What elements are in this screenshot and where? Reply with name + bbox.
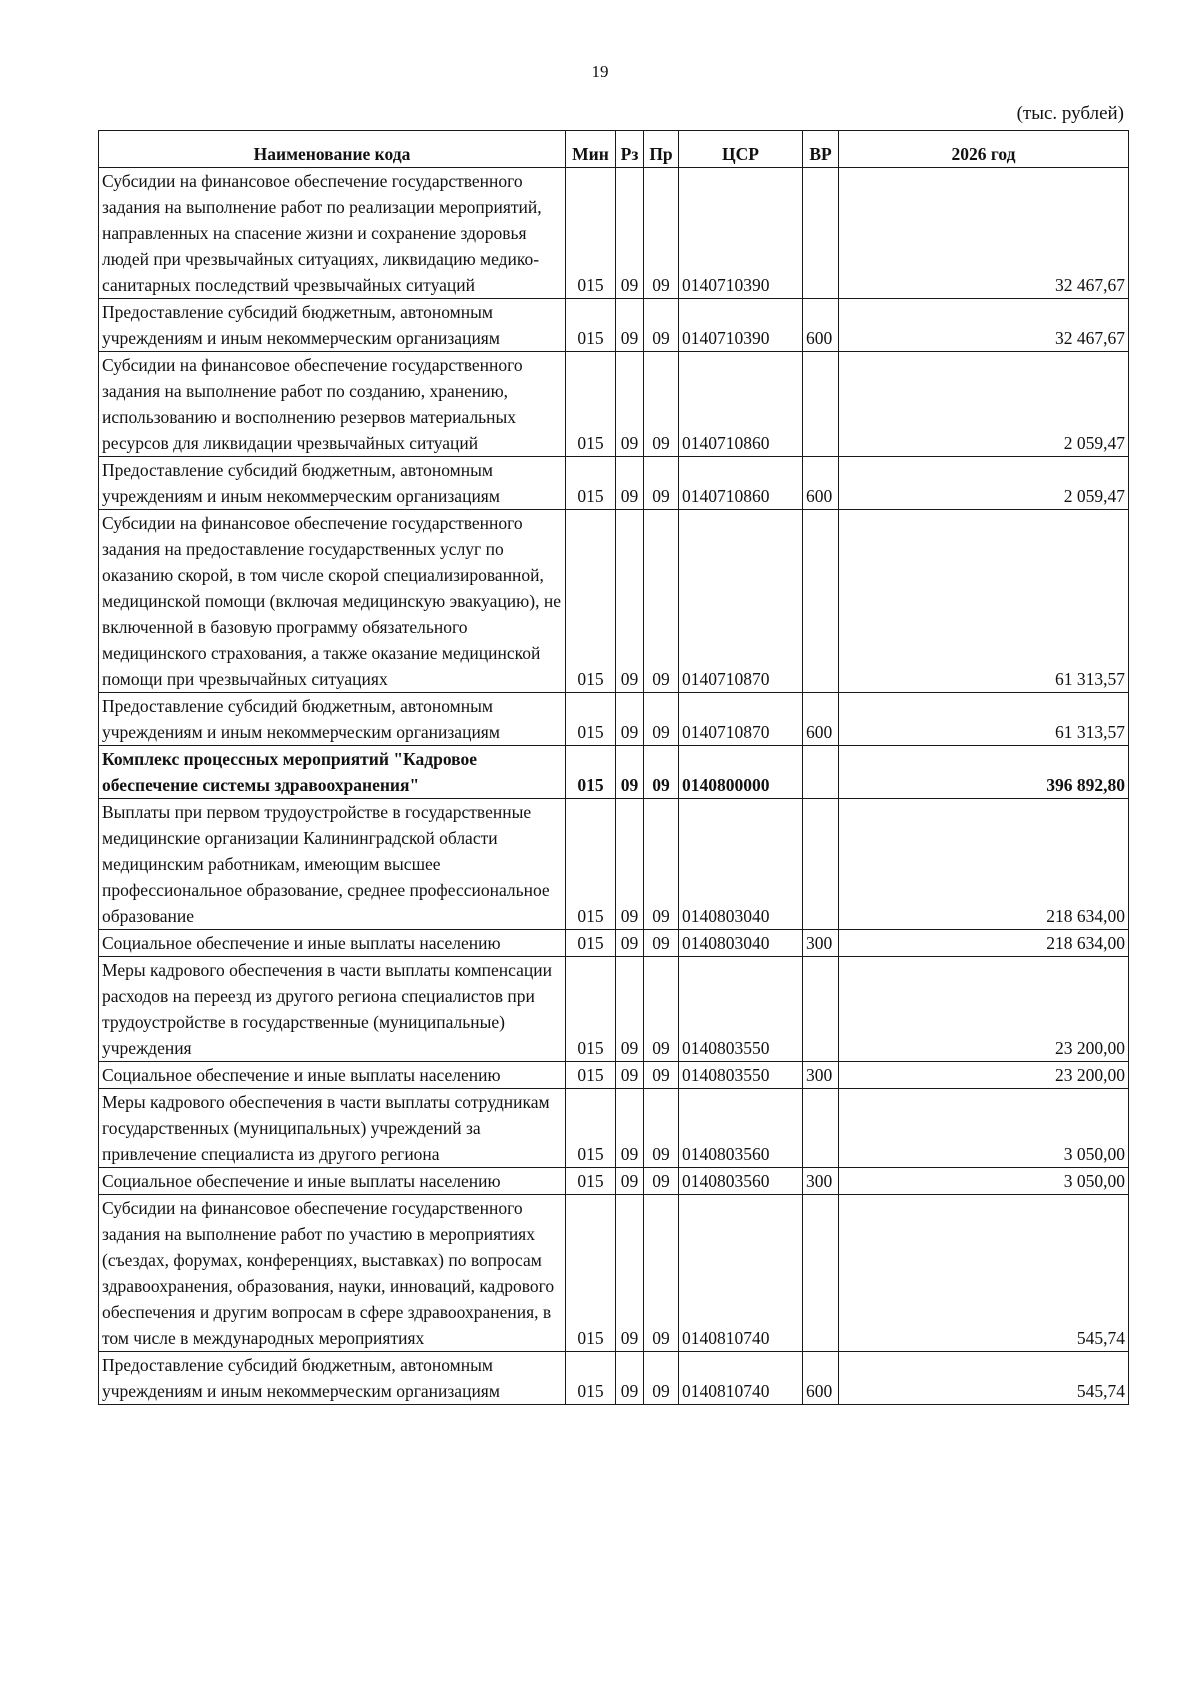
cell-csr: 0140800000 [679,746,803,799]
cell-name: Меры кадрового обеспечения в части выплаты сотрудникам государственных (муниципальных) учреждений за привлечение специалиста из другого региона [99,1089,566,1168]
cell-min: 015 [566,1352,616,1405]
cell-rz: 09 [616,352,644,457]
cell-rz: 09 [616,957,644,1062]
cell-csr: 0140803550 [679,957,803,1062]
cell-name: Социальное обеспечение и иные выплаты населению [99,930,566,957]
cell-rz: 09 [616,746,644,799]
cell-min: 015 [566,1089,616,1168]
cell-min: 015 [566,168,616,299]
table-row [99,299,1129,352]
table-row [99,1062,1129,1089]
cell-name: Социальное обеспечение и иные выплаты населению [99,1168,566,1195]
cell-pr: 09 [644,1352,679,1405]
cell-name: Субсидии на финансовое обеспечение государственного задания на предоставление государственных услуг по оказанию скорой, в том числе скорой специализированной, медицинской помощи (включая медицинскую эвакуацию), не включенной в базовую программу обязательного медицинского страхования, а также оказание медицинской помощи при чрезвычайных ситуациях [99,510,566,693]
cell-name: Социальное обеспечение и иные выплаты населению [99,1062,566,1089]
cell-vr [803,168,839,299]
table-row [99,168,1129,299]
cell-name: Субсидии на финансовое обеспечение государственного задания на выполнение работ по реализации мероприятий, направленных на спасение жизни и сохранение здоровья людей при чрезвычайных ситуациях, ликвидацию медико-санитарных последствий чрезвычайных ситуаций [99,168,566,299]
cell-amount: 218 634,00 [839,930,1129,957]
cell-amount: 545,74 [839,1195,1129,1352]
cell-csr: 0140803560 [679,1089,803,1168]
cell-name: Предоставление субсидий бюджетным, автономным учреждениям и иным некоммерческим организациям [99,1352,566,1405]
cell-min: 015 [566,957,616,1062]
cell-pr: 09 [644,168,679,299]
header-name: Наименование кода [99,131,566,168]
cell-min: 015 [566,510,616,693]
cell-csr: 0140710870 [679,693,803,746]
cell-pr: 09 [644,693,679,746]
cell-pr: 09 [644,1089,679,1168]
cell-vr [803,957,839,1062]
cell-csr: 0140710860 [679,352,803,457]
table-row [99,746,1129,799]
table-row [99,693,1129,746]
cell-vr: 300 [803,1062,839,1089]
table-row [99,799,1129,930]
cell-rz: 09 [616,299,644,352]
cell-vr: 600 [803,693,839,746]
cell-rz: 09 [616,1352,644,1405]
cell-vr [803,746,839,799]
table-row [99,1168,1129,1195]
cell-rz: 09 [616,799,644,930]
table-row [99,1089,1129,1168]
cell-name: Предоставление субсидий бюджетным, автономным учреждениям и иным некоммерческим организациям [99,299,566,352]
cell-name: Предоставление субсидий бюджетным, автономным учреждениям и иным некоммерческим организациям [99,693,566,746]
table-row [99,352,1129,457]
header-min: Мин [566,131,616,168]
cell-pr: 09 [644,1062,679,1089]
cell-amount: 32 467,67 [839,299,1129,352]
cell-vr [803,352,839,457]
table-row [99,457,1129,510]
cell-rz: 09 [616,457,644,510]
cell-vr [803,510,839,693]
cell-vr: 600 [803,457,839,510]
table-row [99,930,1129,957]
header-csr: ЦСР [679,131,803,168]
cell-min: 015 [566,799,616,930]
cell-pr: 09 [644,457,679,510]
cell-min: 015 [566,352,616,457]
header-rz: Рз [616,131,644,168]
cell-amount: 396 892,80 [839,746,1129,799]
cell-pr: 09 [644,352,679,457]
cell-amount: 32 467,67 [839,168,1129,299]
cell-pr: 09 [644,510,679,693]
cell-rz: 09 [616,510,644,693]
cell-min: 015 [566,1168,616,1195]
cell-name: Субсидии на финансовое обеспечение государственного задания на выполнение работ по участию в мероприятиях (съездах, форумах, конференциях, выставках) по вопросам здравоохранения, образования, науки, инноваций, кадрового обеспечения и другим вопросам в сфере здравоохранения, в том числе в международных мероприятиях [99,1195,566,1352]
cell-amount: 61 313,57 [839,510,1129,693]
cell-name: Предоставление субсидий бюджетным, автономным учреждениям и иным некоммерческим организациям [99,457,566,510]
cell-csr: 0140810740 [679,1352,803,1405]
table-row [99,957,1129,1062]
cell-rz: 09 [616,693,644,746]
cell-csr: 0140803550 [679,1062,803,1089]
cell-rz: 09 [616,1062,644,1089]
header-vr: ВР [803,131,839,168]
cell-pr: 09 [644,1168,679,1195]
cell-amount: 3 050,00 [839,1168,1129,1195]
cell-min: 015 [566,299,616,352]
units-label: (тыс. рублей) [1016,103,1124,124]
cell-vr: 300 [803,930,839,957]
cell-vr: 600 [803,299,839,352]
cell-amount: 23 200,00 [839,1062,1129,1089]
cell-csr: 0140710390 [679,168,803,299]
table-header-row [99,131,1129,168]
cell-min: 015 [566,746,616,799]
cell-rz: 09 [616,1168,644,1195]
cell-vr: 600 [803,1352,839,1405]
cell-vr: 300 [803,1168,839,1195]
cell-rz: 09 [616,168,644,299]
cell-rz: 09 [616,930,644,957]
cell-rz: 09 [616,1089,644,1168]
cell-pr: 09 [644,1195,679,1352]
cell-name: Меры кадрового обеспечения в части выплаты компенсации расходов на переезд из другого региона специалистов при трудоустройстве в государственные (муниципальные) учреждения [99,957,566,1062]
header-year: 2026 год [839,131,1129,168]
cell-pr: 09 [644,930,679,957]
cell-vr [803,1089,839,1168]
cell-csr: 0140810740 [679,1195,803,1352]
cell-csr: 0140710860 [679,457,803,510]
table-row [99,1195,1129,1352]
cell-csr: 0140710390 [679,299,803,352]
cell-amount: 3 050,00 [839,1089,1129,1168]
cell-min: 015 [566,1062,616,1089]
table-row [99,1352,1129,1405]
cell-amount: 2 059,47 [839,352,1129,457]
cell-pr: 09 [644,957,679,1062]
header-pr: Пр [644,131,679,168]
cell-csr: 0140803040 [679,799,803,930]
cell-min: 015 [566,457,616,510]
cell-amount: 2 059,47 [839,457,1129,510]
cell-csr: 0140710870 [679,510,803,693]
cell-amount: 23 200,00 [839,957,1129,1062]
cell-amount: 545,74 [839,1352,1129,1405]
cell-vr [803,799,839,930]
cell-rz: 09 [616,1195,644,1352]
cell-name: Комплекс процессных мероприятий "Кадровое обеспечение системы здравоохранения" [99,746,566,799]
budget-table [98,130,1129,1405]
page-number: 19 [591,62,609,81]
cell-csr: 0140803040 [679,930,803,957]
cell-min: 015 [566,1195,616,1352]
cell-pr: 09 [644,799,679,930]
cell-min: 015 [566,930,616,957]
cell-amount: 61 313,57 [839,693,1129,746]
cell-amount: 218 634,00 [839,799,1129,930]
cell-name: Субсидии на финансовое обеспечение государственного задания на выполнение работ по созданию, хранению, использованию и восполнению резервов материальных ресурсов для ликвидации чрезвычайных ситуаций [99,352,566,457]
cell-pr: 09 [644,299,679,352]
cell-pr: 09 [644,746,679,799]
cell-vr [803,1195,839,1352]
table-row [99,510,1129,693]
cell-csr: 0140803560 [679,1168,803,1195]
cell-min: 015 [566,693,616,746]
cell-name: Выплаты при первом трудоустройстве в государственные медицинские организации Калининградской области медицинским работникам, имеющим высшее профессиональное образование, среднее профессиональное образование [99,799,566,930]
